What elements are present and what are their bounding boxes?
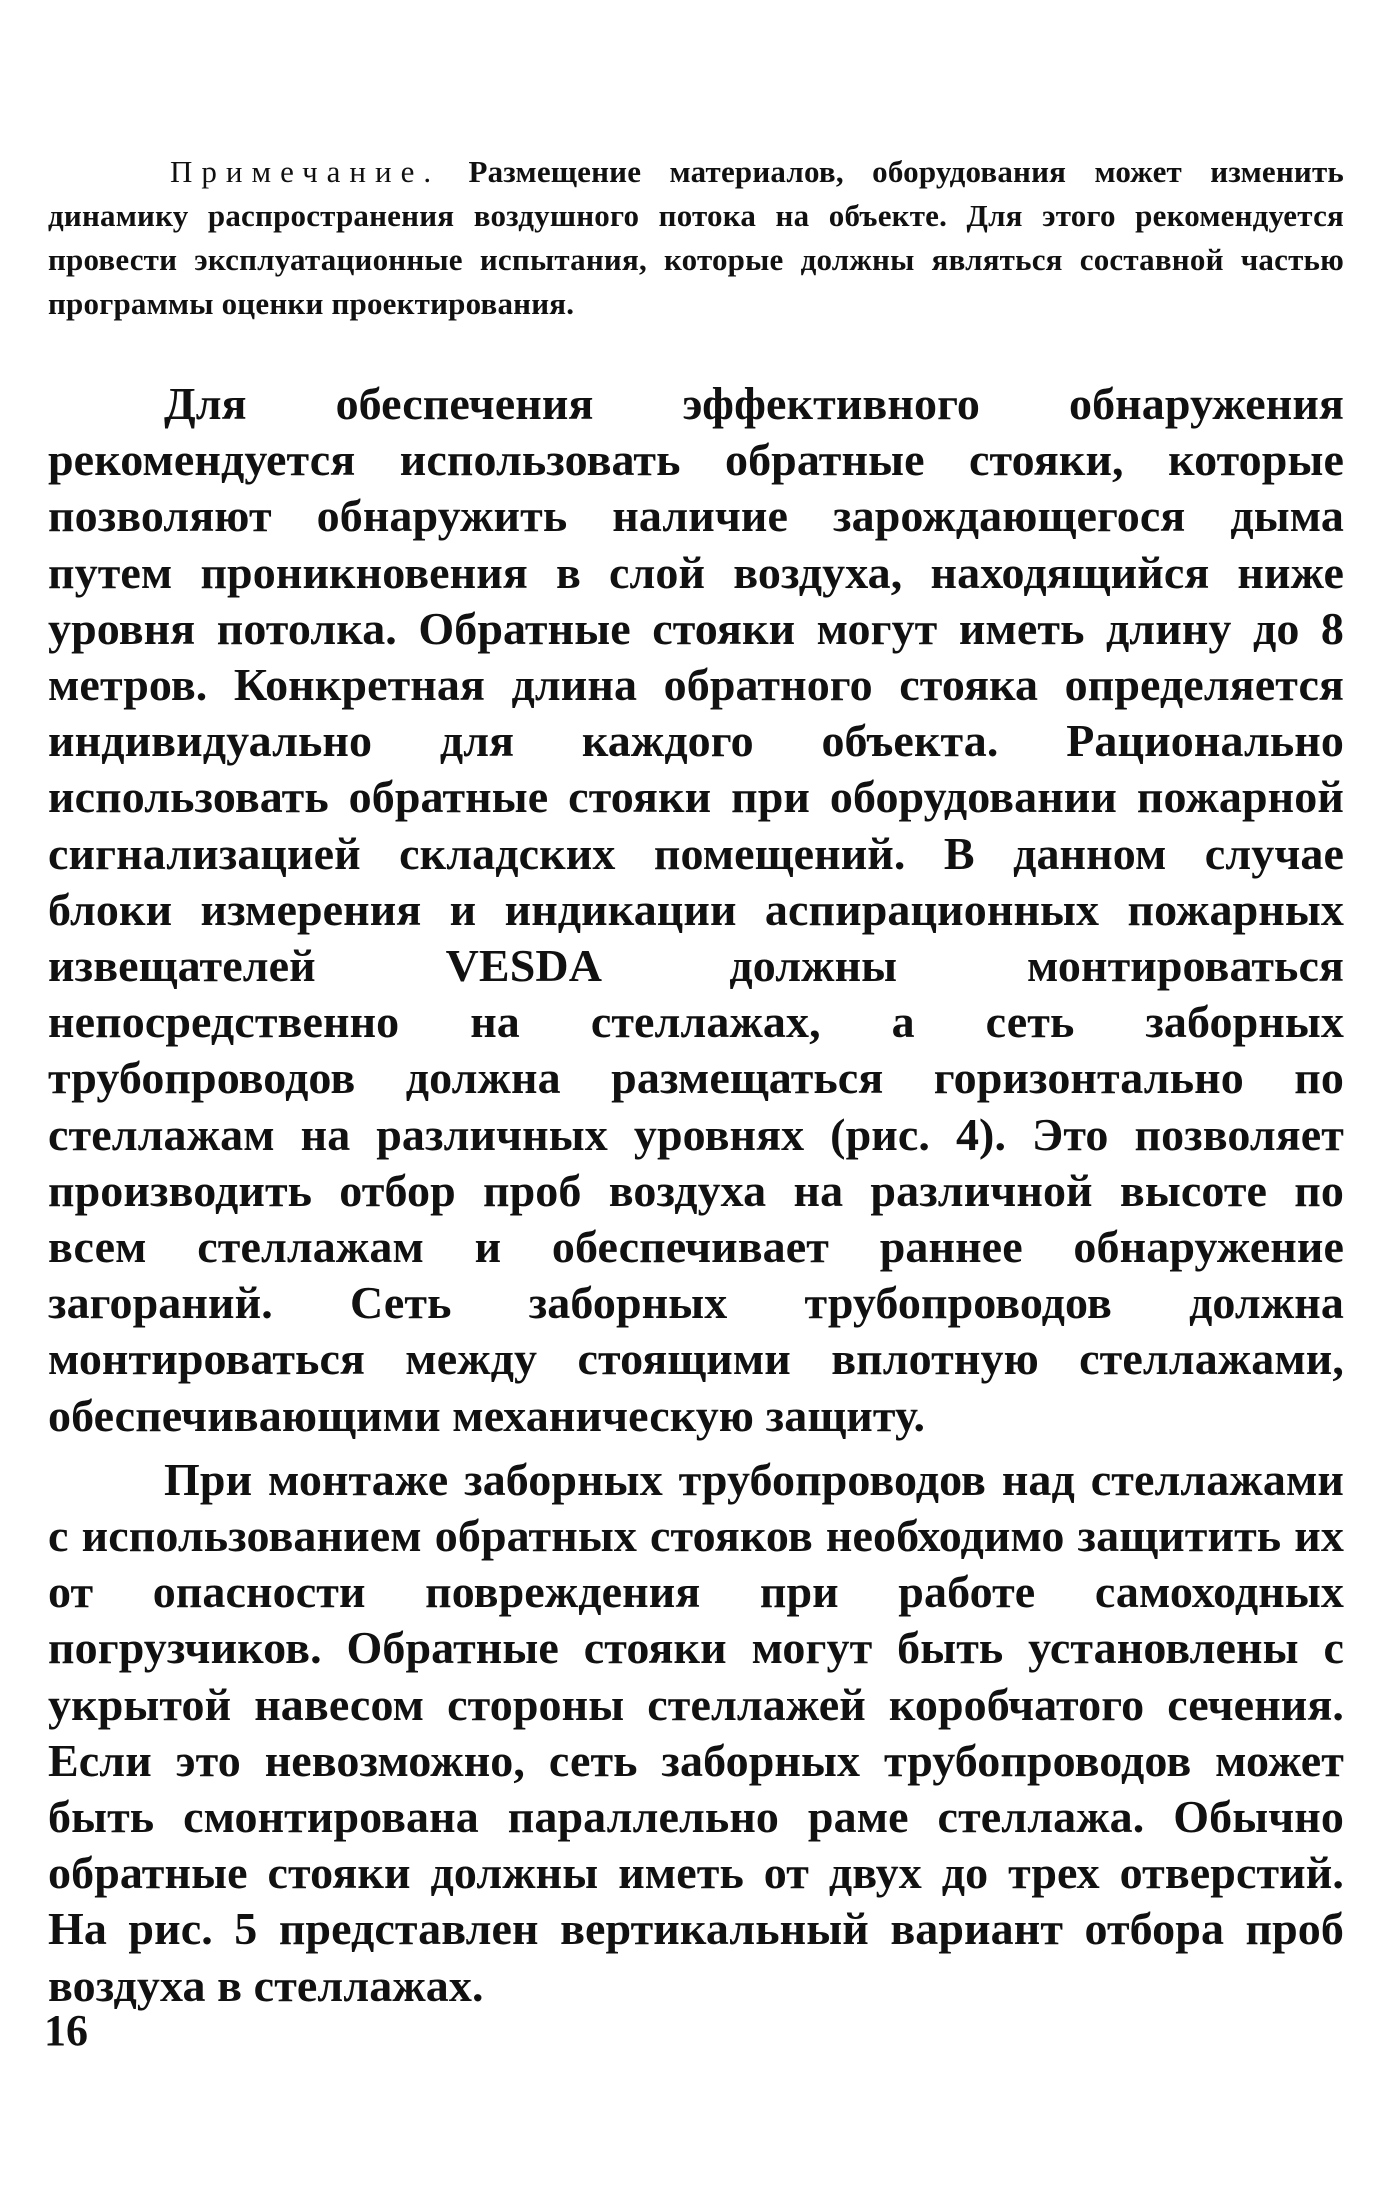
note-text: Размещение материалов, оборудования может изменить динамику распространения воздушного потока на объекте. Для этого рекомендуется провести эксплуатационные испытания, которые должны являться составной частью программы оценки проектирования. xyxy=(48,154,1344,321)
page-body xyxy=(48,150,1344,2014)
note-paragraph xyxy=(48,150,1344,326)
page-number: 16 xyxy=(44,2006,88,2055)
body-paragraph-2: При монтаже заборных трубопроводов над стеллажами с использованием обратных стояков необходимо защитить их от опасности повреждения при работе самоходных погрузчиков. Обратные стояки могут быть установлены с укрытой навесом стороны стеллажей коробчатого сечения. Если это невозможно, сеть заборных трубопроводов может быть смонтирована параллельно раме стеллажа. Обычно обратные стояки должны иметь от двух до трех отверстий. На рис. 5 представлен вертикальный вариант отбора проб воздуха в стеллажах. xyxy=(48,1453,1344,2011)
body-paragraph-1: Для обеспечения эффективного обнаружения рекомендуется использовать обратные стояки, которые позволяют обнаружить наличие зарождающегося дыма путем проникновения в слой воздуха, находящийся ниже уровня потолка. Обратные стояки могут иметь длину до 8 метров. Конкретная длина обратного стояка определяется индивидуально для каждого объекта. Рационально использовать обратные стояки при оборудовании пожарной сигнализацией складских помещений. В данном случае блоки измерения и индикации аспирационных пожарных извещателей VESDA должны монтироваться непосредственно на стеллажах, а сеть заборных трубопроводов должна размещаться горизонтально по стеллажам на различных уровнях (рис. 4). Это позволяет производить отбор проб воздуха на различной высоте по всем стеллажам и обеспечивает раннее обнаружение загораний. Сеть заборных трубопроводов должна монтироваться между стоящими вплотную стеллажами, обеспечивающими механическую защиту. xyxy=(48,378,1344,1441)
note-label: Примечание. xyxy=(170,154,441,189)
